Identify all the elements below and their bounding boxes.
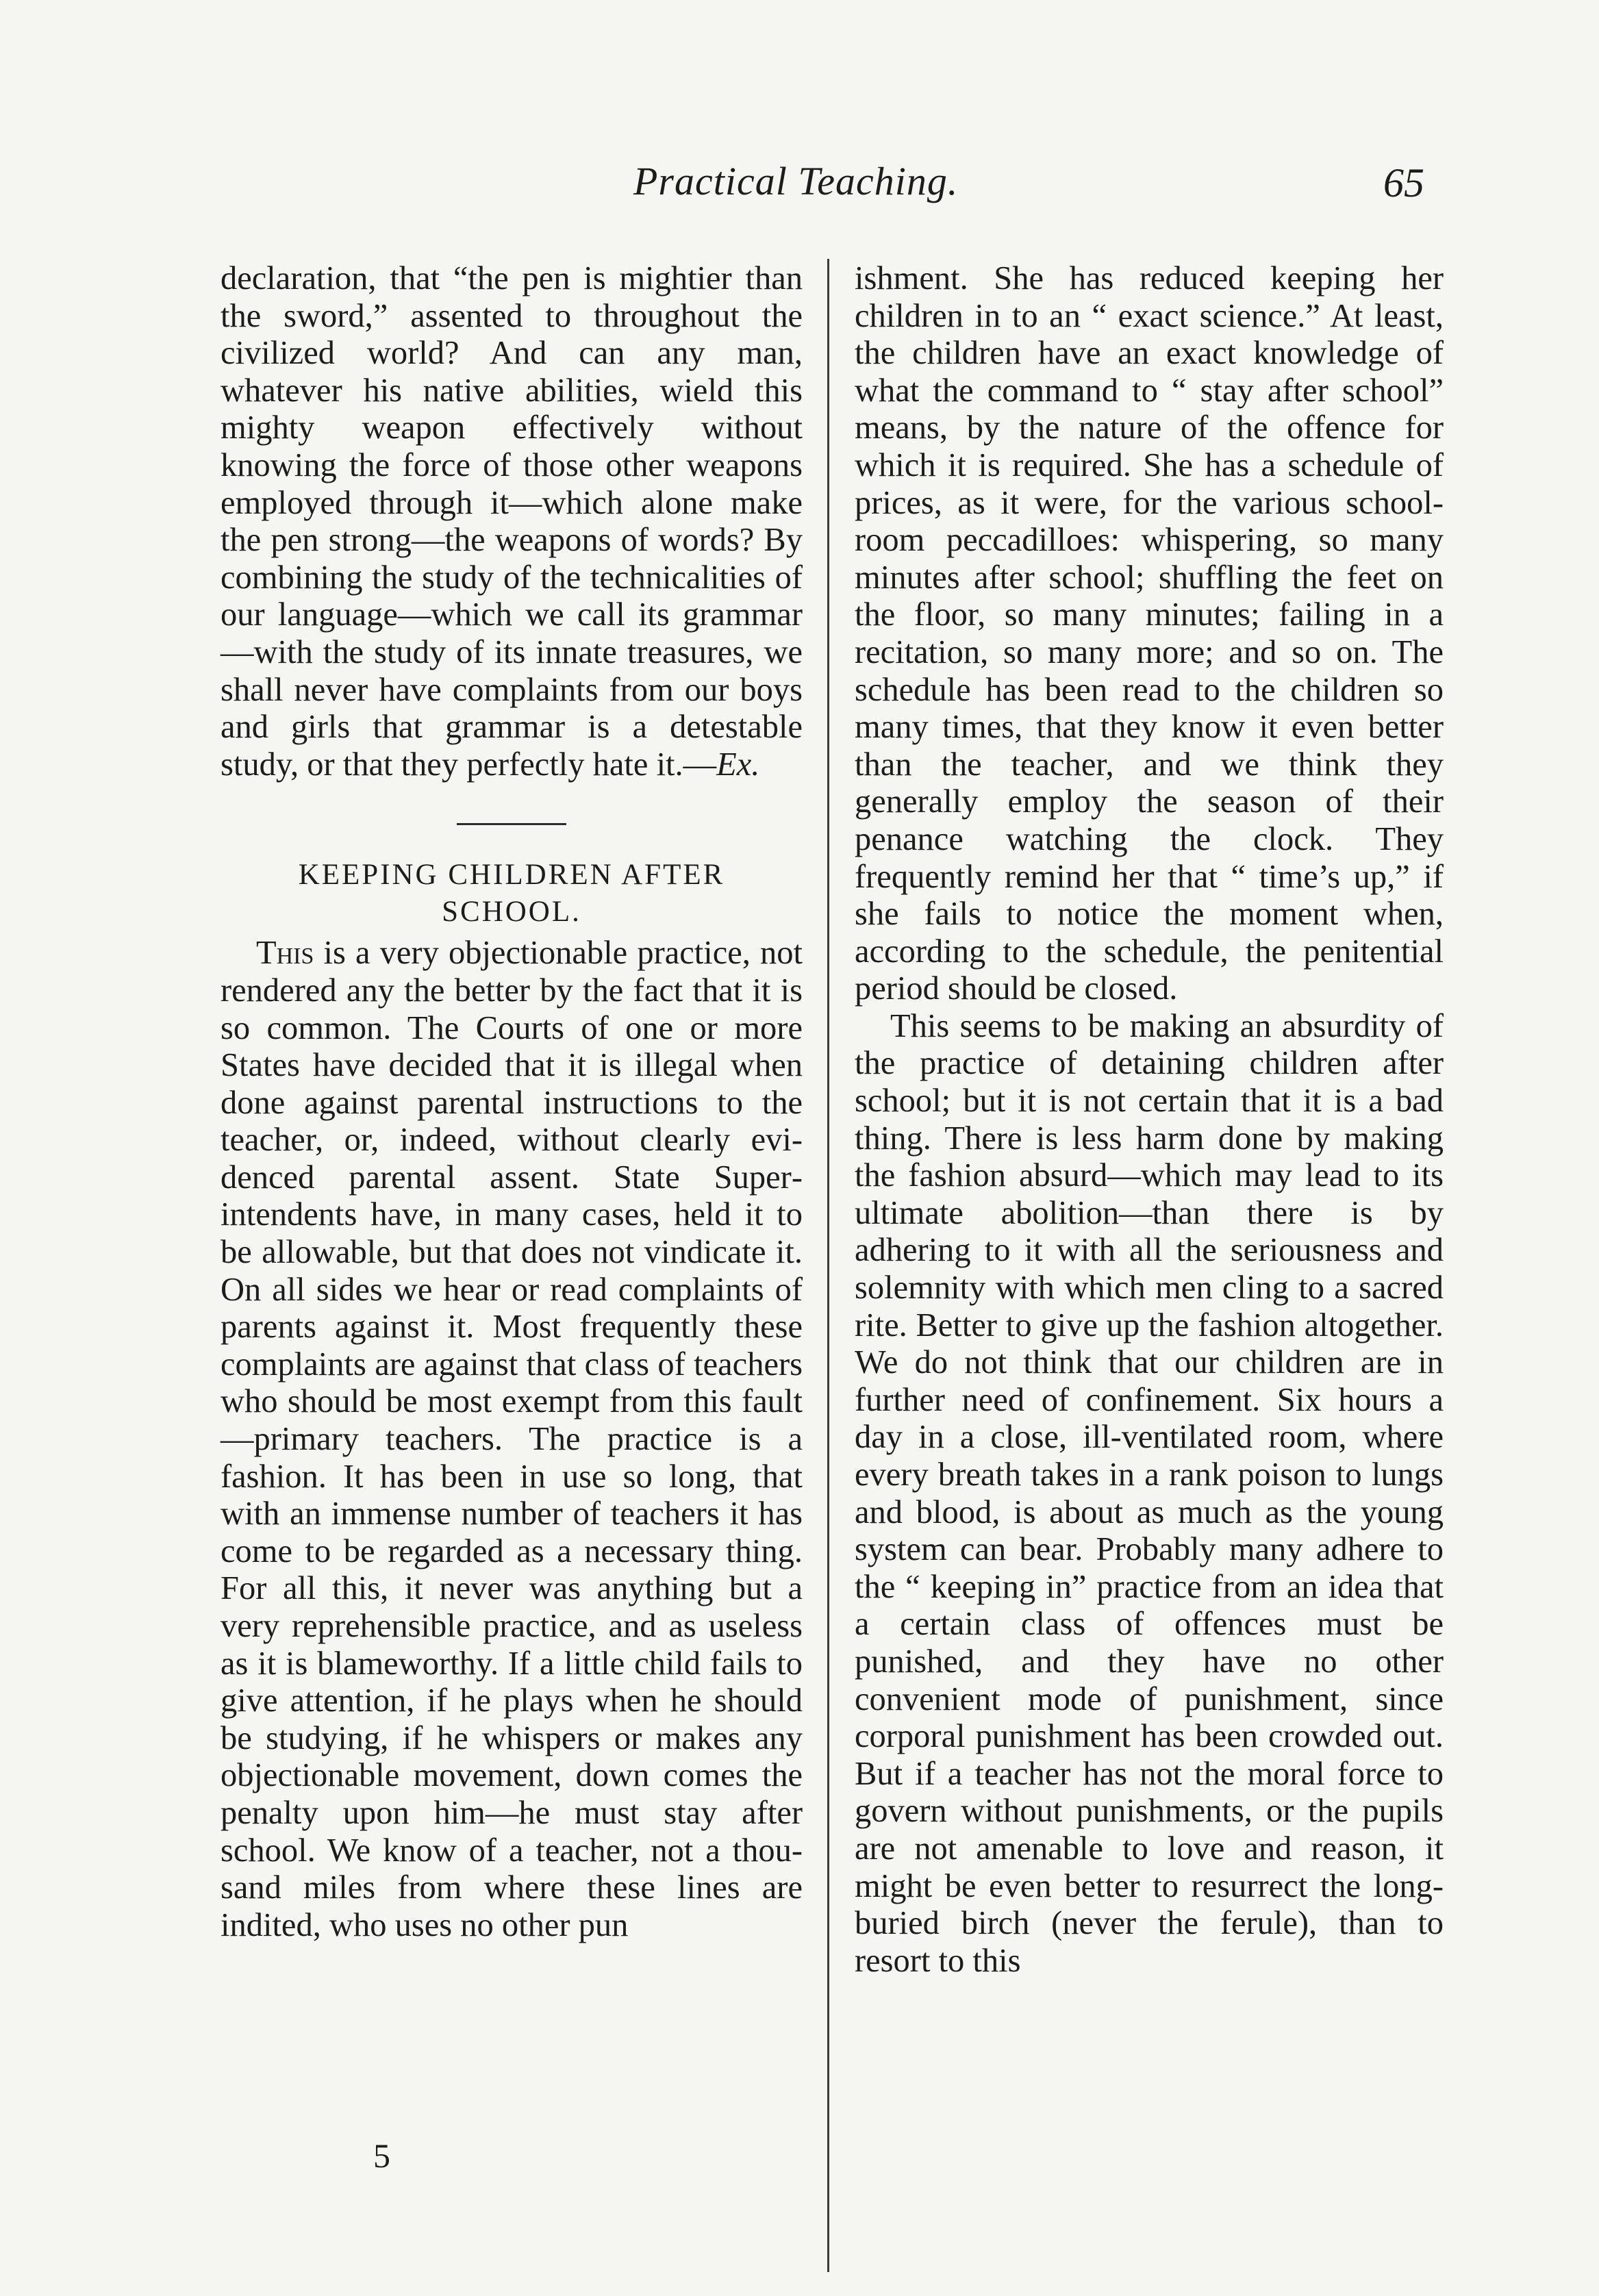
column-rule	[827, 259, 829, 2272]
running-head	[0, 151, 1599, 212]
section-divider	[457, 823, 566, 825]
section-heading: KEEPING CHILDREN AFTER SCHOOL.	[298, 859, 725, 929]
article-first-word: This	[256, 935, 314, 972]
left-column	[221, 260, 803, 1944]
right-paragraph-1: ishment. She has reduced keeping her children in to an “ exact science.” At least, the children have an exact knowledge of what the command to “ stay after school” means, by the nature of the offence for which it is required. She has a schedule of prices, as it were, for the various school-room peccadilloes: whispering, so many minutes after school; shuffling the feet on the floor, so many minutes; failing in a recitation, so many more; and so on. The schedule has been read to the children so many times, that they know it even better than the teacher, and we think they generally employ the season of their penance watching the clock. They frequently remind her that “ time’s up,” if she fails to notice the moment when, according to the schedule, the penitential period should be closed.	[855, 260, 1444, 1007]
article-paragraph-text: is a very objectionable practice, not rendered any the better by the fact that it is so common. The Courts of one or more States have decided that it is illegal when done against parental instructions to the teacher, or, indeed, without clearly evidenced parental assent. State Superintendents have, in many cases, held it to be allowable, but that does not vindicate it. On all sides we hear or read complaints of parents against it. Most frequently these complaints are against that class of teachers who should be most exempt from this fault—primary teachers. The practice is a fashion. It has been in use so long, that with an immense number of teachers it has come to be regarded as a necessary thing. For all this, it never was anything but a very reprehensible practice, and as useless as it is blameworthy. If a little child fails to give attention, if he plays when he should be studying, if he whispers or makes any objectionable movement, down comes the penalty upon him—he must stay after school. We know of a teacher, not a thousand miles from where these lines are indited, who uses no other pun	[221, 935, 803, 1943]
opening-paragraph	[221, 260, 803, 783]
article-paragraph	[221, 935, 803, 1944]
signature-mark: 5	[373, 2136, 390, 2175]
page-number: 65	[1383, 160, 1424, 205]
right-column	[855, 260, 1444, 1980]
right-paragraph-2: This seems to be making an absurdity of the practice of detaining children after school; but it is not certain that it is a bad thing. There is less harm done by making the fashion absurd—which may lead to its ultimate abolition—than there is by adhering to it with all the seriousness and solemnity with which men cling to a sacred rite. Better to give up the fashion altogether. We do not think that our children are in further need of confinement. Six hours a day in a close, ill-ventilated room, where every breath takes in a rank poison to lungs and blood, is about as much as the young system can bear. Probably many adhere to the “ keeping in” practice from an idea that a certain class of offences must be punished, and they have no other convenient mode of punishment, since corporal punishment has been crowded out. But if a teacher has not the moral force to govern without punishments, or the pupils are not amenable to love and reason, it might be even better to resurrect the long-buried birch (never the ferule), than to resort to this	[855, 1007, 1444, 1979]
opening-paragraph-text: declaration, that “the pen is mightier than the sword,” assented to throughout the civilized world? And can any man, whatever his native abilities, wield this mighty weapon effectively without knowing the force of those other weapons employed through it—which alone make the pen strong—the weapons of words? By combining the study of the technicalities of our language—which we call its grammar—with the study of its innate treasures, we shall never have complaints from our boys and girls that grammar is a detestable study, or that they perfectly hate it.—	[221, 260, 803, 783]
opening-source: Ex.	[716, 746, 760, 783]
running-title: Practical Teaching.	[633, 159, 959, 203]
